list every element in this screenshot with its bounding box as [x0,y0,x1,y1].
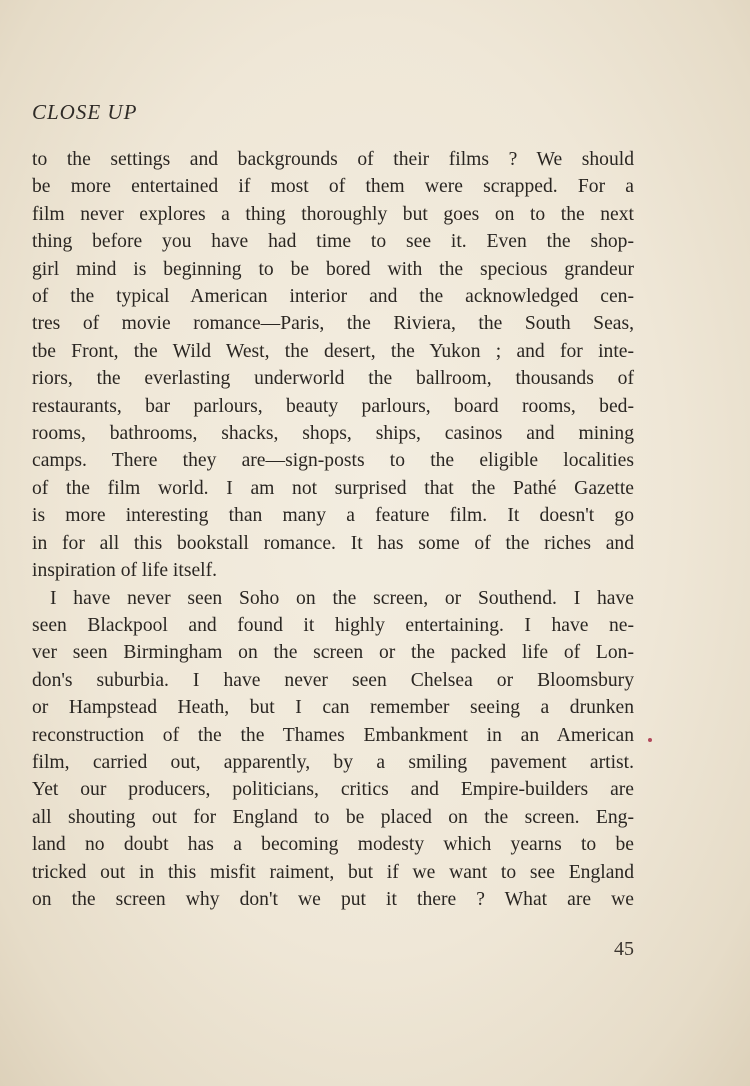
text-line: I have never seen Soho on the screen, or Southend. I have [50,587,634,609]
text-line: don's suburbia. I have never seen Chelsea or Bloomsbury [32,669,634,691]
text-line: all shouting out for England to be placed on the screen. Eng- [32,806,634,828]
text-line: land no doubt has a becoming modesty which yearns to be [32,834,634,856]
text-line: Yet our producers, politicians, critics and Empire-builders are [32,779,634,801]
body-text [32,146,634,913]
ink-speck [648,738,652,742]
text-line: tbe Front, the Wild West, the desert, the Yukon ; and for inte- [32,340,634,362]
text-line: ver seen Birmingham on the screen or the packed life of Lon- [32,642,634,664]
text-line: of the typical American interior and the acknowledged cen- [32,286,634,308]
running-head: CLOSE UP [32,100,138,124]
text-line: inspiration of life itself. [32,560,218,582]
text-line: tres of movie romance—Paris, the Riviera, the South Seas, [32,313,634,335]
paragraph [32,146,634,585]
page-number: 45 [614,938,634,960]
text-line: is more interesting than many a feature film. It doesn't go [32,505,634,527]
text-line: girl mind is beginning to be bored with the specious grandeur [32,258,634,280]
text-line: camps. There they are—sign-posts to the eligible localities [32,450,634,472]
text-line: reconstruction of the the Thames Embankment in an American [32,724,634,746]
text-line: riors, the everlasting underworld the ballroom, thousands of [32,368,634,390]
text-line: or Hampstead Heath, but I can remember seeing a drunken [32,697,634,719]
text-line: tricked out in this misfit raiment, but if we want to see England [32,861,634,883]
text-line: rooms, bathrooms, shacks, shops, ships, casinos and mining [32,423,634,445]
paragraph [32,585,634,914]
text-line: film never explores a thing thoroughly but goes on to the next [32,203,634,225]
text-line: thing before you have had time to see it. Even the shop- [32,231,634,253]
text-line: of the film world. I am not surprised that the Pathé Gazette [32,477,634,499]
text-line: on the screen why don't we put it there ? What are we [32,888,634,910]
text-line: seen Blackpool and found it highly entertaining. I have ne- [32,614,634,636]
text-line: restaurants, bar parlours, beauty parlours, board rooms, bed- [32,395,634,417]
text-line: film, carried out, apparently, by a smiling pavement artist. [32,751,634,773]
text-line: to the settings and backgrounds of their films ? We should [32,149,634,170]
text-line: in for all this bookstall romance. It has some of the riches and [32,532,634,554]
text-line: be more entertained if most of them were scrapped. For a [32,176,634,198]
